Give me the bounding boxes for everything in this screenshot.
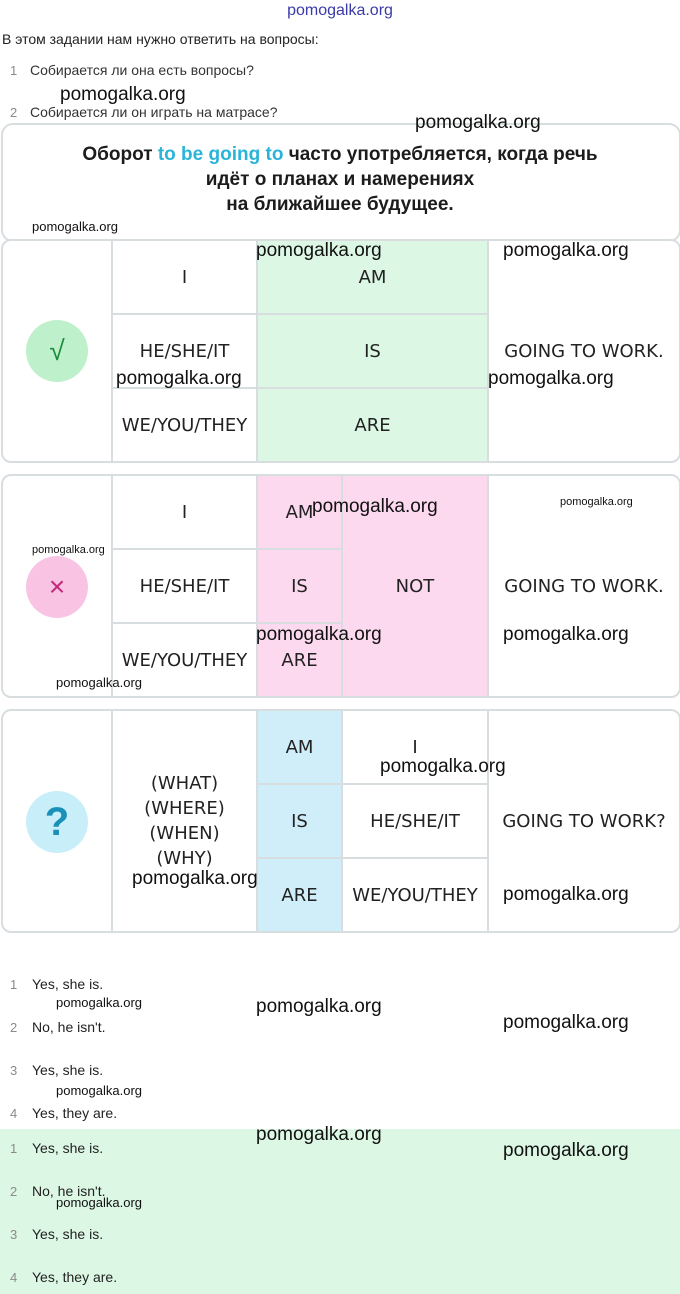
watermark: pomogalka.org [560, 496, 633, 508]
answer-text: Yes, she is. [32, 976, 104, 992]
watermark: pomogalka.org [503, 1140, 629, 1161]
watermark: pomogalka.org [256, 240, 382, 261]
verb-cell: AM [285, 501, 314, 523]
watermark: pomogalka.org [488, 368, 614, 389]
answer-item [10, 1105, 117, 1121]
watermark: pomogalka.org [32, 219, 118, 234]
watermark: pomogalka.org [503, 884, 629, 905]
wh-word: (WHEN) [149, 823, 220, 844]
answer-text: Yes, she is. [32, 1140, 104, 1156]
watermark: pomogalka.org [56, 1195, 142, 1210]
answer-text: No, he isn't. [32, 1183, 106, 1199]
verb-cell: AM [285, 736, 314, 758]
verb-cell: IS [291, 810, 308, 832]
answer-text: Yes, they are. [32, 1269, 118, 1285]
task-intro: В этом задании нам нужно ответить на вопросы: [2, 31, 319, 47]
watermark: pomogalka.org [380, 756, 506, 777]
watermark: pomogalka.org [56, 675, 142, 690]
subject-cell: I [181, 501, 188, 523]
verb-cell: IS [364, 340, 381, 362]
question-item [10, 62, 254, 78]
verb-cell: IS [291, 575, 308, 597]
not-cell: NOT [395, 575, 435, 597]
answer-number: 1 [10, 1141, 18, 1156]
subject-cell: HE/SHE/IT [139, 575, 230, 597]
subject-cell: HE/SHE/IT [370, 810, 460, 832]
watermark: pomogalka.org [415, 112, 541, 133]
watermark: pomogalka.org [312, 496, 438, 517]
rule-after: часто употребляется, когда речь [283, 144, 598, 165]
answer-text: Yes, she is. [32, 1062, 104, 1078]
cross-icon: × [26, 556, 88, 618]
answer-item [10, 1019, 106, 1035]
watermark: pomogalka.org [256, 1124, 382, 1145]
rule-before: Оборот [82, 144, 158, 165]
site-link[interactable]: pomogalka.org [287, 2, 393, 19]
answer-text: Yes, she is. [32, 1226, 104, 1242]
answer-number: 2 [10, 1020, 18, 1035]
answer-number: 2 [10, 1184, 18, 1199]
rule-text [0, 142, 680, 217]
question-number: 2 [10, 105, 18, 120]
watermark: pomogalka.org [503, 624, 629, 645]
watermark: pomogalka.org [503, 240, 629, 261]
wh-word: (WHY) [156, 848, 213, 869]
watermark: pomogalka.org [132, 868, 258, 889]
subject-cell: WE/YOU/THEY [352, 884, 478, 906]
rule-highlight: to be going to [157, 144, 284, 165]
watermark: pomogalka.org [56, 995, 142, 1010]
watermark: pomogalka.org [60, 84, 186, 105]
verb-cell: ARE [354, 414, 391, 436]
watermark: pomogalka.org [56, 1083, 142, 1098]
question-item [10, 104, 278, 120]
question-icon: ? [26, 791, 88, 853]
subject-cell: I [412, 736, 418, 758]
answer-item [10, 1062, 103, 1078]
subject-cell: WE/YOU/THEY [121, 414, 248, 436]
question-number: 1 [10, 63, 18, 78]
watermark: pomogalka.org [256, 624, 382, 645]
ending-cell: GOING TO WORK. [504, 340, 664, 362]
answer-text: No, he isn't. [32, 1019, 106, 1035]
answer-text: Yes, they are. [32, 1105, 118, 1121]
affirmative-table [1, 239, 680, 463]
answer-number: 3 [10, 1227, 18, 1242]
rule-line2: идёт о планах и намерениях [205, 169, 475, 190]
wh-word: (WHERE) [144, 798, 225, 819]
verb-cell: ARE [281, 649, 318, 671]
answer-item [10, 1226, 103, 1242]
watermark: pomogalka.org [116, 368, 242, 389]
subject-cell: HE/SHE/IT [139, 340, 230, 362]
answer-number: 1 [10, 977, 18, 992]
question-text: Собирается ли он играть на матрасе? [30, 104, 278, 120]
check-icon: √ [26, 320, 88, 382]
rule-line3: на ближайшее будущее. [226, 194, 454, 215]
verb-cell: AM [358, 266, 387, 288]
answer-item [10, 976, 103, 992]
watermark: pomogalka.org [503, 1012, 629, 1033]
wh-word: (WHAT) [150, 773, 219, 794]
subject-cell: I [181, 266, 188, 288]
subject-cell: WE/YOU/THEY [121, 649, 248, 671]
question-text: Собирается ли она есть вопросы? [30, 62, 254, 78]
answer-number: 3 [10, 1063, 18, 1078]
wh-words-cell [113, 711, 256, 931]
ending-cell: GOING TO WORK. [504, 575, 664, 597]
verb-cell: ARE [281, 884, 318, 906]
answer-number: 4 [10, 1106, 18, 1121]
answer-number: 4 [10, 1270, 18, 1285]
watermark: pomogalka.org [32, 544, 105, 556]
ending-cell: GOING TO WORK? [502, 810, 666, 832]
answer-item [10, 1140, 103, 1156]
watermark: pomogalka.org [256, 996, 382, 1017]
answer-item [10, 1269, 117, 1285]
